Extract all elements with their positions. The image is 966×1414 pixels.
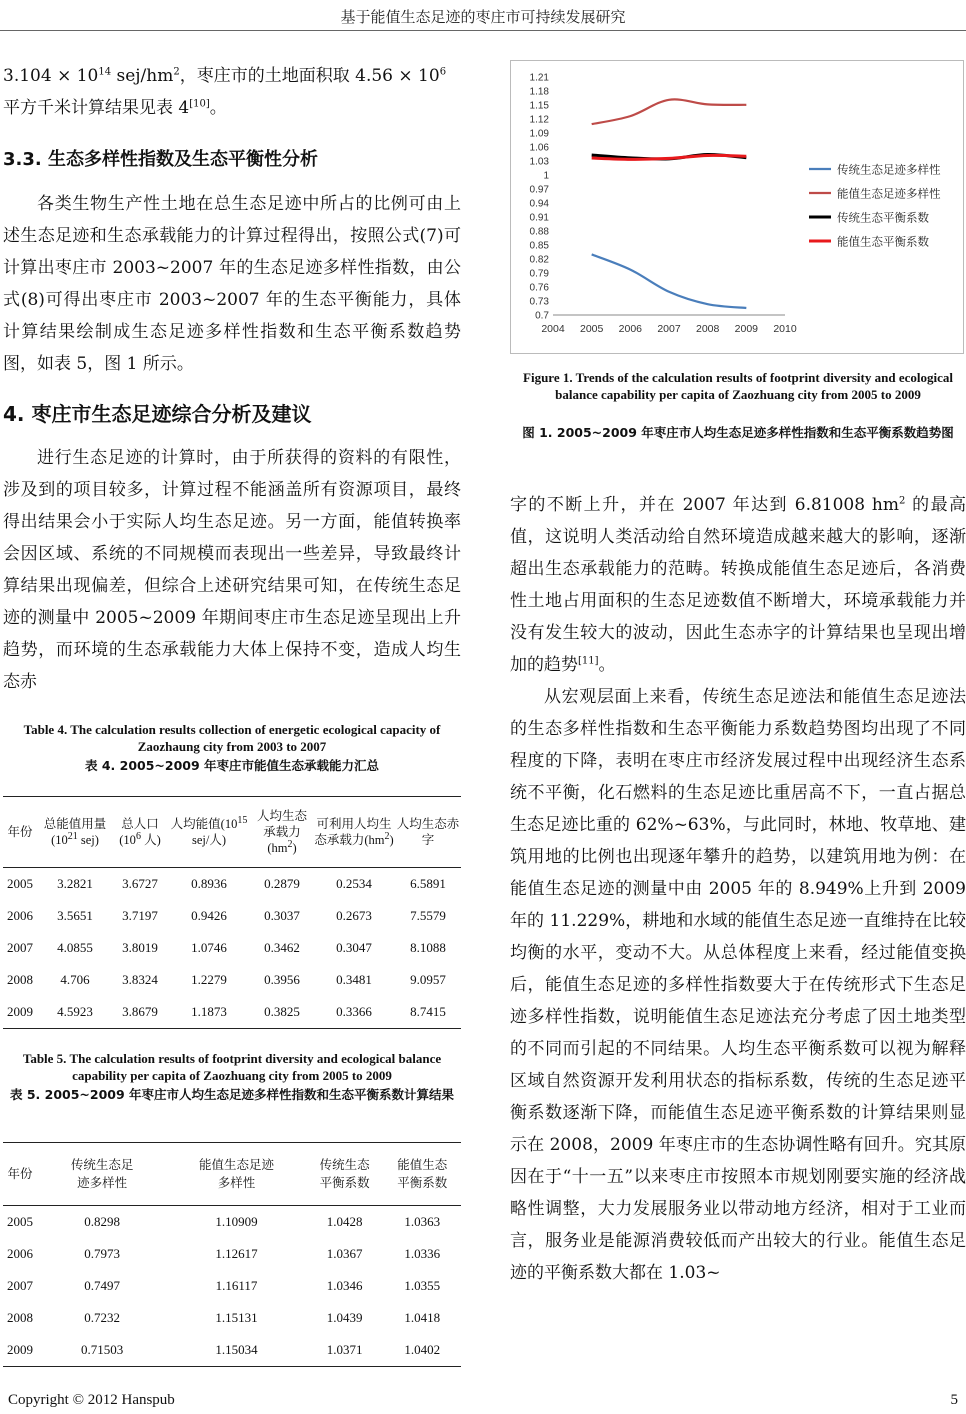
table-cell: 4.0855	[57, 940, 93, 955]
table-cell: 2009	[7, 1004, 33, 1019]
y-tick-label: 1	[543, 170, 549, 182]
intro-part: 。	[209, 98, 227, 118]
table-cell: 1.0402	[404, 1342, 441, 1357]
figure1-svg	[511, 61, 963, 353]
table4	[3, 796, 461, 1029]
running-header: 基于能值生态足迹的枣庄市可持续发展研究	[340, 8, 626, 26]
x-tick-label: 2010	[773, 323, 797, 335]
table4-header-deficit: 人均生态赤字	[396, 817, 460, 847]
table-cell: 1.0371	[326, 1342, 363, 1357]
table-cell: 0.2534	[336, 876, 372, 891]
table-cell: 0.3366	[336, 1004, 372, 1019]
citation: [10]	[189, 98, 210, 110]
section-4-paragraph: 进行生态足迹的计算时，由于所获得的资料的有限性，涉及到的项目较多，计算过程不能涵盖所有资源项目，最终得出结果会小于实际人均生态足迹。另一方面，能值转换率会因区域、系统的不同规模而表现出一些差异，导致最终计算结果出现偏差，但综合上述研究结果可知，在传统生态足迹的测量中 2005~2009 年期间枣庄市生态足迹呈现出上升趋势，而环境的生态承载能力大体上保持不变，造成人均生态赤	[3, 448, 461, 692]
table-cell: 1.16117	[215, 1278, 258, 1293]
table-row	[3, 1334, 461, 1367]
table-cell: 6.5891	[410, 876, 446, 891]
table4-header-population: 总人口($10^6$ 人)	[119, 817, 161, 847]
series-line	[592, 99, 747, 124]
y-tick-label: 1.06	[529, 142, 549, 154]
table-cell: 3.5651	[57, 908, 93, 923]
table5-caption-zh: 表 5. 2005~2009 年枣庄市人均生态足迹多样性指数和生态平衡系数计算结果	[9, 1087, 455, 1102]
table-row	[3, 1206, 461, 1239]
table-cell: 3.7197	[122, 908, 158, 923]
table5-header-energy-diversity: 能值生态足迹多样性	[199, 1158, 275, 1190]
table5-caption-en: Table 5. The calculation results of footprint diversity and ecological balance capability per capita of Zaozhuang city from 2005 to 2009	[22, 1051, 442, 1083]
table-cell: 8.7415	[410, 1004, 446, 1019]
y-tick-label: 0.76	[529, 282, 549, 294]
table-row	[3, 932, 461, 964]
table-cell: 0.3825	[264, 1004, 300, 1019]
footer-copyright: Copyright © 2012 Hanspub	[8, 1392, 175, 1408]
table-cell: 1.0336	[404, 1246, 441, 1261]
y-tick-label: 0.85	[529, 240, 549, 252]
intro-sup: 2	[173, 66, 180, 78]
x-tick-label: 2005	[579, 323, 604, 335]
table-cell: 3.8019	[122, 940, 158, 955]
table-cell: 1.0346	[326, 1278, 363, 1293]
table-cell: 3.8324	[122, 972, 158, 987]
table-cell: 0.71503	[80, 1342, 124, 1357]
section-3-3-title: 3.3. 生态多样性指数及生态平衡性分析	[3, 149, 318, 170]
table-row	[3, 868, 461, 901]
table-cell: 0.2673	[336, 908, 372, 923]
legend-label: 能值生态足迹多样性	[837, 186, 941, 201]
table-cell: 1.0746	[191, 940, 227, 955]
table-cell: 2006	[7, 908, 33, 923]
table5-header-year: 年份	[7, 1167, 33, 1181]
table-cell: 0.8298	[84, 1214, 120, 1229]
intro-part: 平方千米计算结果见表 4	[3, 98, 190, 118]
para-part: 的最高值，这说明人类活动给自然环境造成越来越大的影响，逐渐超出生态承载能力的范畴。转换成能值生态足迹后，各消费性土地占用面积的生态足迹数值不断增大，环境承载能力并没有发生较大的波动，因此生态赤字的计算结果也呈现出增加的趋势	[510, 495, 966, 675]
table-cell: 3.2821	[57, 876, 93, 891]
y-tick-label: 1.03	[529, 156, 549, 168]
y-tick-label: 1.21	[529, 72, 549, 84]
right-paragraph-2: 从宏观层面上来看，传统生态足迹法和能值生态足迹法的生态多样性指数和生态平衡能力系数趋势图均出现了不同程度的下降，表明在枣庄市经济发展过程中出现经济生态系统不平衡，化石燃料的生态足迹比重居高不下，一直占据总生态足迹比重的 62%~63%，与此同时，林地、牧草地、建筑用地的比例也出现逐年攀升的趋势，以建筑用地为例：在能值生态足迹的测量中由 2005 年的 8.949%上升到 2009 年的 11.229%，耕地和水域的能值生态足迹一直维持在比较均衡的水平，变动不大。从总体程度上来看，经过能值变换后，能值生态足迹的多样性指数要大于在传统形式下生态足迹多样性指数，说明能值生态足迹法充分考虑了因土地类型的不同而引起的不同结果。人均生态平衡系数可以视为解释区域自然资源开发利用状态的指标系数，传统的生态足迹平衡系数逐渐下降，而能值生态足迹平衡系数的计算结果则显示在 2008，2009 年枣庄市的生态协调性略有回升。究其原因在于“十一五”以来枣庄市按照本市规划刚要实施的经济战略性调整，大力发展服务业以带动地方经济，相对于工业而言，服务业是能源消费较低而产出较大的行业。能值生态足迹的平衡系数大都在 1.03~	[510, 687, 966, 1283]
para-sup: 2	[898, 495, 906, 507]
y-tick-label: 1.18	[529, 86, 549, 98]
table-cell: 0.3956	[264, 972, 300, 987]
table-cell: 2007	[7, 940, 33, 955]
intro-text	[3, 60, 461, 124]
y-tick-label: 0.73	[529, 296, 549, 308]
table4-caption-zh: 表 4. 2005~2009 年枣庄市能值生态承载能力汇总	[84, 758, 380, 773]
y-tick-label: 0.79	[529, 268, 549, 280]
table-cell: 1.15131	[215, 1310, 258, 1325]
table-cell: 1.1873	[191, 1004, 227, 1019]
figure1-caption-en: Figure 1. Trends of the calculation results of footprint diversity and ecological balance capability per capita of Zaozhuang city from 2005 to 2009	[523, 370, 953, 402]
y-tick-label: 0.91	[529, 212, 549, 224]
intro-part: sej/hm	[111, 66, 174, 86]
y-tick-label: 1.09	[529, 128, 549, 140]
y-tick-label: 1.12	[529, 114, 549, 126]
table-row	[3, 1270, 461, 1302]
x-tick-label: 2008	[695, 323, 720, 335]
table4-header-per-energy: 人均能值($10^{15}$ sej/人)	[170, 814, 248, 847]
table-cell: 2005	[7, 1214, 33, 1229]
section-3-3-paragraph: 各类生物生产性土地在总生态足迹中所占的比例可由上述生态足迹和生态承载能力的计算过程得出，按照公式(7)可计算出枣庄市 2003~2007 年的生态足迹多样性指数，由公式(8)可得出枣庄市 2003~2007 年的生态平衡能力，具体计算结果绘制成生态足迹多样性指数和生态平衡系数趋势图，如表 5，图 1 所示。	[3, 194, 461, 374]
x-tick-label: 2006	[618, 323, 643, 335]
intro-part: ，枣庄市的土地面积取 4.56 × 10	[179, 66, 440, 86]
series-line	[592, 254, 747, 308]
table-cell: 7.5579	[410, 908, 446, 923]
x-tick-label: 2004	[541, 323, 565, 335]
x-tick-label: 2009	[734, 323, 759, 335]
table4-header-total-energy: 总能值用量($10^{21}$ sej)	[43, 817, 107, 847]
header-rule	[0, 30, 966, 31]
y-tick-label: 1.15	[529, 100, 549, 112]
legend-label: 传统生态足迹多样性	[837, 162, 941, 177]
y-tick-label: 0.82	[529, 254, 549, 266]
y-tick-label: 0.94	[529, 198, 549, 210]
table-cell: 0.3037	[264, 908, 300, 923]
table-row	[3, 900, 461, 932]
table5-header-traditional-diversity: 传统生态足迹多样性	[70, 1158, 134, 1190]
table-row	[3, 964, 461, 996]
table-cell: 0.9426	[191, 908, 227, 923]
legend-label: 能值生态平衡系数	[837, 234, 929, 249]
y-tick-label: 0.88	[529, 226, 549, 238]
table-cell: 2006	[7, 1246, 33, 1261]
table4-header-usable-capacity: 可利用人均生态承载力$(hm^2)$	[314, 817, 394, 847]
section-4-title: 4. 枣庄市生态足迹综合分析及建议	[3, 402, 312, 426]
figure1-chart	[510, 60, 964, 354]
table-cell: 0.3462	[264, 940, 300, 955]
table-cell: 3.8679	[122, 1004, 158, 1019]
y-tick-label: 0.97	[529, 184, 549, 196]
table-cell: 1.0355	[404, 1278, 441, 1293]
x-tick-label: 2007	[657, 323, 681, 335]
legend-label: 传统生态平衡系数	[837, 210, 929, 225]
table-cell: 0.7232	[84, 1310, 120, 1325]
table-cell: 0.7973	[84, 1246, 120, 1261]
table-cell: 1.15034	[215, 1342, 258, 1357]
table-cell: 1.0363	[404, 1214, 441, 1229]
table-row	[3, 1238, 461, 1270]
table-cell: 9.0957	[410, 972, 446, 987]
table-cell: 0.8936	[191, 876, 227, 891]
table-cell: 0.7497	[84, 1278, 120, 1293]
table-cell: 1.0418	[404, 1310, 441, 1325]
intro-sup: 14	[98, 66, 112, 78]
table5-header-energy-balance: 能值生态平衡系数	[397, 1158, 448, 1190]
table-cell: 2005	[7, 876, 33, 891]
table-cell: 3.6727	[122, 876, 158, 891]
table-row	[3, 996, 461, 1029]
figure1-caption-zh: 图 1. 2005~2009 年枣庄市人均生态足迹多样性指数和生态平衡系数趋势图	[522, 425, 954, 440]
table4-header-year: 年份	[7, 825, 33, 839]
table5-header-traditional-balance: 传统生态平衡系数	[319, 1158, 370, 1190]
footer-page-number: 5	[950, 1392, 958, 1408]
table-cell: 2007	[7, 1278, 33, 1293]
table-cell: 1.10909	[215, 1214, 258, 1229]
table4-caption-en: Table 4. The calculation results collection of energetic ecological capacity of Zaozhaung city from 2003 to 2007	[23, 722, 441, 754]
para-part: 。	[598, 655, 616, 675]
table-cell: 1.0428	[326, 1214, 363, 1229]
table-cell: 1.12617	[215, 1246, 258, 1261]
table-cell: 2009	[7, 1342, 33, 1357]
table-cell: 4.5923	[57, 1004, 93, 1019]
right-paragraph-1	[510, 489, 966, 681]
table-cell: 2008	[7, 972, 33, 987]
table-cell: 0.3047	[336, 940, 372, 955]
intro-part: 3.104 × 10	[3, 66, 99, 86]
table-cell: 1.0367	[326, 1246, 363, 1261]
table-cell: 1.2279	[191, 972, 227, 987]
table-cell: 1.0439	[326, 1310, 363, 1325]
y-tick-label: 0.7	[535, 310, 549, 322]
table-cell: 8.1088	[410, 940, 446, 955]
intro-sup: 6	[439, 66, 447, 78]
table-cell: 0.3481	[336, 972, 372, 987]
table-cell: 4.706	[60, 972, 90, 987]
table4-header-per-capacity: 人均生态承载力$(hm^2)$	[256, 809, 307, 855]
table5	[3, 1142, 461, 1367]
table-row	[3, 1302, 461, 1334]
citation: [11]	[578, 655, 599, 667]
table-cell: 0.2879	[264, 876, 300, 891]
para-part: 字的不断上升，并在 2007 年达到 6.81008 hm	[510, 495, 899, 515]
table-cell: 2008	[7, 1310, 33, 1325]
